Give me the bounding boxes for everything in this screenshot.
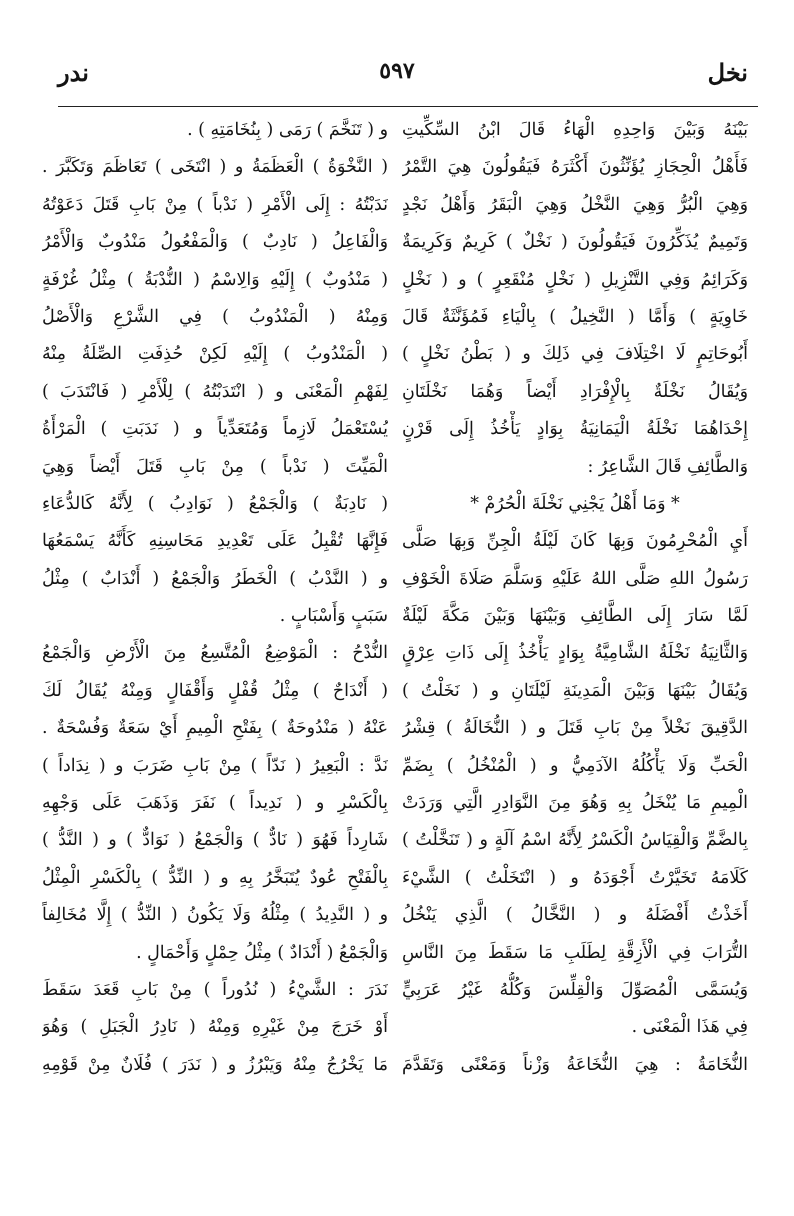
text-line: وَمِنْهُ ( الْمَنْدُوبُ ) فِي الشَّرْعِ وَالْأَصْلُ: [42, 306, 388, 327]
text-line: وَكَرَائِمُ وَفِي التَّنْزِيلِ ( نَخْلٍ مُنْقَعِرٍ ) و ( نَخْلٍ: [402, 269, 748, 290]
text-line: ( أَنْدَاحٌ ) مِثْلُ قُفْلٍ وَأَقْفَالٍ وَمِنْهُ يُقَالُ لَكَ: [42, 680, 388, 701]
text-line: و ( النَّدِيدُ ) مِثْلُهُ وَلَا يَكُونُ ( النِّدُّ ) إِلَّا مُخَالِفاً: [42, 905, 388, 926]
text-line: خَاوِيَةٍ ) وَأَمَّا ( النَّخِيلُ ) بِالْيَاءِ فَمُؤَنَّثَةٌ قَالَ: [402, 306, 748, 327]
text-line: ( الْمَنْدُوبُ ) إِلَيْهِ لَكِنْ حُذِفَتِ الصِّلَةُ مِنْهُ: [42, 344, 388, 365]
text-line: فَأَهْلُ الْحِجَازِ يُؤَنِّثُونَ أَكْثَرَهُ فَيَقُولُونَ هِيَ التَّمْرُ: [402, 157, 748, 178]
header-entry-word-right: نخل: [707, 58, 748, 87]
text-line: وَتَمِيمٌ يُذَكِّرُونَ فَيَقُولُونَ ( نَخْلٌ ) كَرِيمٌ وَكَرِيمَةٌ: [402, 232, 748, 253]
text-line: و ( تَنَخَّمَ ) رَمَى ( بِنُخَامَتِهِ ) .: [187, 120, 388, 140]
text-line: وَالْفَاعِلُ ( نَادِبٌ ) وَالْمَفْعُولُ مَنْدُوبٌ وَالْأَمْرُ: [42, 232, 388, 253]
text-line: * وَمَا أَهْلُ يَجْنِي نَخْلَةَ الْحُرُمْ *: [470, 493, 680, 514]
text-line: وَالطَّائِفِ قَالَ الشَّاعِرُ :: [587, 456, 748, 477]
text-line: ( مَنْدُوبٌ ) إِلَيْهِ وَالِاسْمُ ( النُّدْبَةُ ) مِثْلُ غُرْفَةٍ: [42, 269, 388, 290]
text-line: فِي هَذَا الْمَعْنَى .: [631, 1017, 748, 1038]
text-line: بِالضَّمِّ وَالْقِيَاسُ الْكَسْرُ لِأَنَّهُ اسْمُ آلَةٍ و ( تَنَخَّلْتُ ): [402, 830, 748, 851]
text-line: و ( النَّدْبُ ) الْخَطَرُ وَالْجَمْعُ ( أَنْدَابٌ ) مِثْلُ: [42, 568, 388, 589]
text-line: أَبُوحَاتِمٍ لَا اخْتِلَافَ فِي ذَلِكَ و ( بَطْنُ نَخْلٍ ): [402, 344, 748, 365]
text-line: أَوْ خَرَجَ مِنْ غَيْرِهِ وَمِنْهُ ( نَادِرُ الْجَبَلِ ) وَهُوَ: [42, 1017, 388, 1038]
header-rule: [58, 106, 758, 107]
text-line: رَسُولُ اللهِ صَلَّى اللهُ عَلَيْهِ وَسَلَّمَ صَلَاةَ الْخَوْفِ: [402, 568, 748, 589]
text-line: مَا يَخْرُجُ مِنْهُ وَيَبْرُزُ و ( نَدَرَ ) فُلَانٌ مِنْ قَوْمِهِ: [42, 1054, 388, 1075]
left-text-column: [42, 112, 388, 1084]
text-line: نَدَبْتُهُ : إِلَى الْأَمْرِ ( نَدْباً ) مِنْ بَابِ قَتَلَ دَعَوْتُهُ: [42, 194, 388, 215]
text-line: لِفَهْمِ الْمَعْنَى و ( انْتَدَبْتُهُ ) لِلْأَمْرِ ( فَانْتَدَبَ ): [42, 381, 388, 402]
text-line: النُّدْحُ : الْمَوْضِعُ الْمُتَّسِعُ مِنَ الْأَرْضِ وَالْجَمْعُ: [42, 643, 388, 664]
text-line: وَالثَّانِيَةُ نَخْلَةُ الشَّامِيَّةُ بِوَادٍ يَأْخُذُ إِلَى ذَاتِ عِرْقٍ: [402, 643, 748, 664]
text-line: نَدَّ : الْبَعِيرُ ( نَدّاً ) مِنْ بَابِ ضَرَبَ و ( نِدَاداً ): [42, 755, 388, 776]
text-line: بِالْكَسْرِ و ( نَدِيداً ) نَفَرَ وَذَهَبَ عَلَى وَجْهِهِ: [42, 793, 388, 814]
text-line: كَلَامَهُ تَخَيَّرْتُ أَجْوَدَهُ و ( انْتَخَلْتُ ) الشَّيْءَ: [402, 867, 748, 888]
text-line: وَيُقَالُ بَيْنَهَا وَبَيْنَ الْمَدِينَةِ لَيْلَتَانِ و ( نَخَلْتُ ): [402, 680, 748, 701]
text-line: نَدَرَ : الشَّيْءُ ( نُدُوراً ) مِنْ بَابِ قَعَدَ سَقَطَ: [42, 979, 388, 1000]
text-line: وَيُقَالُ نَخْلَةٌ بِالْإِفْرَادِ أَيْضاً وَهُمَا نَخْلَتَانِ: [402, 381, 748, 402]
text-line: لَمَّا سَارَ إِلَى الطَّائِفِ وَبَيْنَهَا وَبَيْنَ مَكَّةَ لَيْلَةٌ: [402, 606, 748, 627]
text-line: بَيْنَهُ وَبَيْنَ وَاحِدِهِ الْهَاءُ قَالَ ابْنُ السِّكِّيتِ: [402, 120, 748, 140]
text-line: التُّرَابَ فِي الْأَزِقَّةِ لِطَلَبِ مَا سَقَطَ مِنَ النَّاسِ: [402, 942, 748, 963]
right-text-column: [402, 112, 748, 1084]
text-line: وَيُسَمَّى الْمُصَوِّلَ وَالْقِلِّسَ وَكُلُّهُ غَيْرُ عَرَبِيٍّ: [402, 979, 748, 1000]
text-line: فَإِنَّهَا تُقْبِلُ عَلَى تَعْدِيدِ مَحَاسِنِهِ كَأَنَّهُ يَسْمَعُهَا: [42, 531, 388, 552]
text-line: النُّخَامَةُ : هِيَ النُّخَاعَةُ وَزْناً وَمَعْنًى وَتَقَدَّمَ: [402, 1054, 748, 1075]
text-line: الْمَيِّتَ ( نَدْباً ) مِنْ بَابِ قَتَلَ أَيْضاً وَهِيَ: [42, 456, 388, 477]
text-line: الْحَبِّ وَلَا يَأْكُلُهُ الآدَمِيُّ و ( الْمُنْخُلُ ) بِضَمِّ: [402, 755, 748, 776]
text-line: عَنْهُ ( مَنْدُوحَةٌ ) بِفَتْحِ الْمِيمِ أَيْ سَعَةٌ وَفُسْحَةٌ .: [42, 718, 388, 739]
text-line: الدَّقِيقَ نَخْلاً مِنْ بَابِ قَتَلَ و ( النُّخَالَةُ ) قِشْرُ: [402, 718, 748, 739]
text-line: ( نَادِبَةٌ ) وَالْجَمْعُ ( نَوَادِبُ ) لِأَنَّهُ كَالدُّعَاءِ: [42, 493, 388, 514]
text-line: ( النَّخْوَةُ ) الْعَظَمَةُ و ( انْتَخَى ) تَعَاظَمَ وَتَكَبَّرَ .: [42, 157, 388, 178]
text-line: وَالْجَمْعُ ( أَنْدَادٌ ) مِثْلُ حِمْلٍ وَأَحْمَالٍ .: [136, 942, 388, 963]
text-line: يُسْتَعْمَلُ لَازِماً وَمُتَعَدِّياً و ( نَدَبَتِ ) الْمَرْأَةُ: [42, 419, 388, 440]
text-line: بِالْفَتْحِ عُودٌ يُتَبَخَّرُ بِهِ و ( النِّدُّ ) بِالْكَسْرِ الْمِثْلُ: [42, 867, 388, 888]
text-line: شَارِداً فَهُوَ ( نَادٌّ ) وَالْجَمْعُ ( نَوَادٌّ ) و ( النَّدُّ ): [42, 830, 388, 851]
text-line: أَخَذْتُ أَفْضَلَهُ و ( النَّخَّالُ ) الَّذِي يَنْخُلُ: [402, 905, 748, 926]
text-line: الْمِيمِ مَا يُنْخَلُ بِهِ وَهُوَ مِنَ النَّوَادِرِ الَّتِي وَرَدَتْ: [402, 793, 748, 814]
header-entry-word-left: ندر: [58, 58, 89, 87]
text-line: وَهِيَ الْبُرُّ وَهِيَ النَّخْلُ وَهِيَ الْبَقَرُ وَأَهْلُ نَجْدٍ: [402, 194, 748, 215]
text-line: إِحْدَاهُمَا نَخْلَةُ الْيَمَانِيَةُ بِوَادٍ يَأْخُذُ إِلَى قَرْنٍ: [402, 419, 748, 440]
page-number: ٥٩٧: [379, 58, 415, 84]
text-line: سَبَبٍ وَأَسْبَابٍ .: [279, 606, 388, 627]
text-line: أَيِ الْمُحْرِمُونَ وَبِهَا كَانَ لَيْلَةُ الْجِنِّ وَبِهَا صَلَّى: [402, 531, 748, 552]
